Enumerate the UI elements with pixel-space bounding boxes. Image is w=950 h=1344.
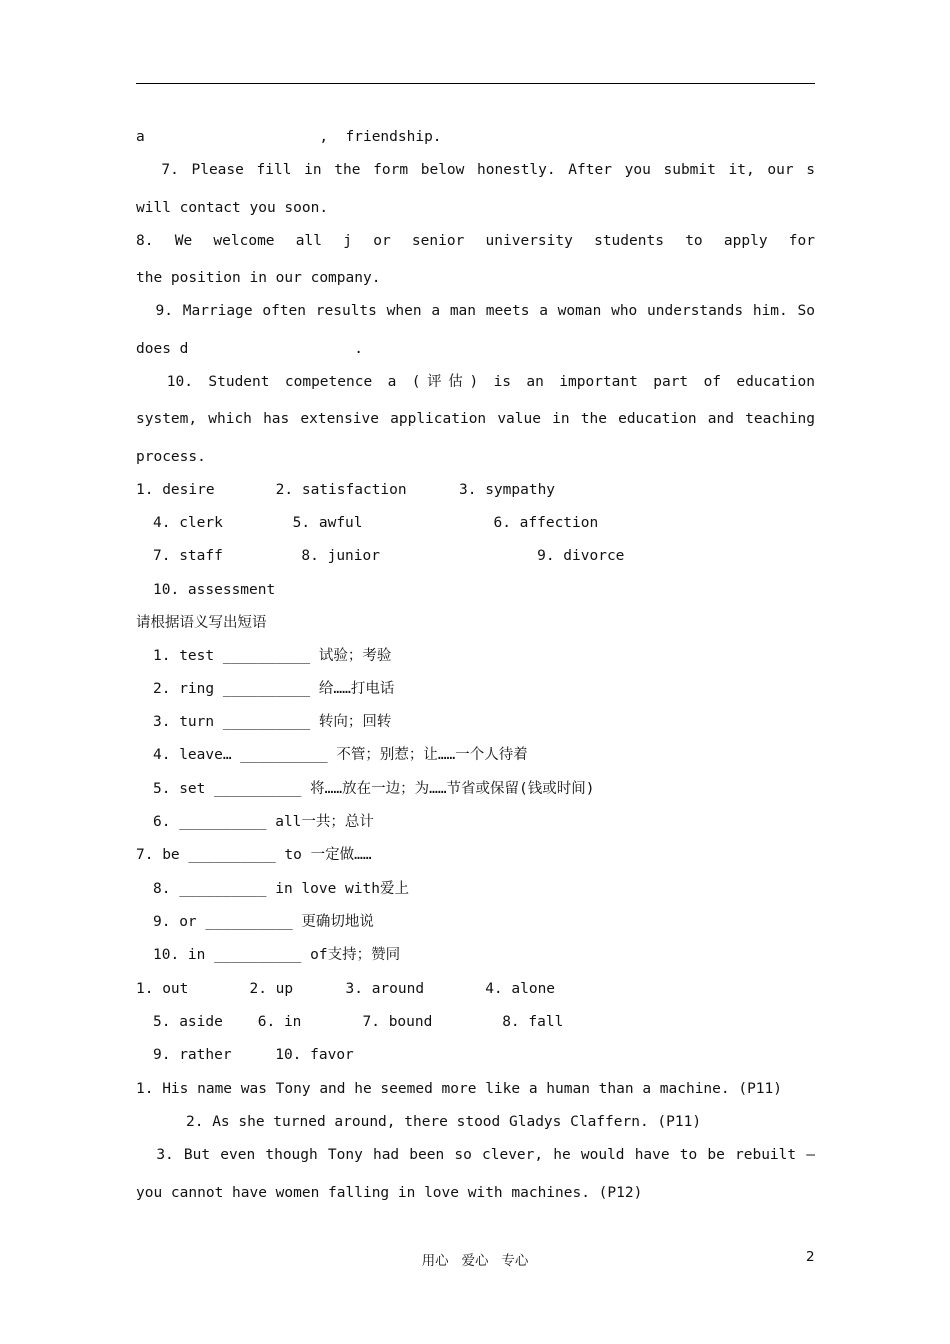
text-line: system, which has extensive application value in the education and teaching (136, 411, 815, 427)
text-line: 10. in __________ of支持；赞同 (153, 947, 401, 963)
text-line: 10. assessment (153, 582, 276, 598)
header-rule (136, 83, 815, 84)
text-line: does d . (136, 341, 363, 357)
text-line: 9. rather 10. favor (153, 1047, 354, 1063)
text-line: 8. __________ in love with爱上 (153, 881, 409, 897)
text-line: 3. But even though Tony had been so clever, he would have to be rebuilt — (136, 1147, 815, 1163)
text-line: 1. desire 2. satisfaction 3. sympathy (136, 482, 556, 498)
page-footer: 用心 爱心 专心 (421, 1253, 529, 1269)
text-line: 2. ring __________ 给……打电话 (153, 681, 395, 697)
text-line: 7. be __________ to 一定做…… (136, 847, 372, 863)
text-line: 4. leave… __________ 不管；别惹；让……一个人待着 (153, 747, 528, 763)
text-line: 请根据语义写出短语 (136, 615, 267, 631)
text-line: you cannot have women falling in love with machines. (P12) (136, 1185, 643, 1201)
text-line: 1. His name was Tony and he seemed more like a human than a machine. (P11) (136, 1081, 783, 1097)
text-line: 3. turn __________ 转向；回转 (153, 714, 392, 730)
text-line: will contact you soon. (136, 200, 329, 216)
text-line: 6. __________ all一共；总计 (153, 814, 374, 830)
text-line: 7. Please fill in the form below honestly. After you submit it, our s (136, 162, 815, 178)
text-line: 7. staff 8. junior 9. divorce (153, 548, 625, 564)
text-line: 2. As she turned around, there stood Gladys Claffern. (P11) (186, 1114, 702, 1130)
text-line: 4. clerk 5. awful 6. affection (153, 515, 599, 531)
text-line: 9. or __________ 更确切地说 (153, 914, 374, 930)
text-line: the position in our company. (136, 270, 381, 286)
text-line: 5. set __________ 将……放在一边；为……节省或保留(钱或时间) (153, 781, 595, 797)
text-line: 8. We welcome all j or senior university students to apply for (136, 233, 815, 249)
text-line: 9. Marriage often results when a man meets a woman who understands him. So (136, 303, 815, 319)
text-line: a , friendship. (136, 129, 442, 145)
text-line: 5. aside 6. in 7. bound 8. fall (153, 1014, 564, 1030)
text-line: 1. out 2. up 3. around 4. alone (136, 981, 556, 997)
text-line: 1. test __________ 试验；考验 (153, 648, 392, 664)
page-number: 2 (806, 1249, 815, 1265)
text-line: process. (136, 449, 206, 465)
text-line: 10. Student competence a (评估) is an important part of education (136, 374, 815, 390)
